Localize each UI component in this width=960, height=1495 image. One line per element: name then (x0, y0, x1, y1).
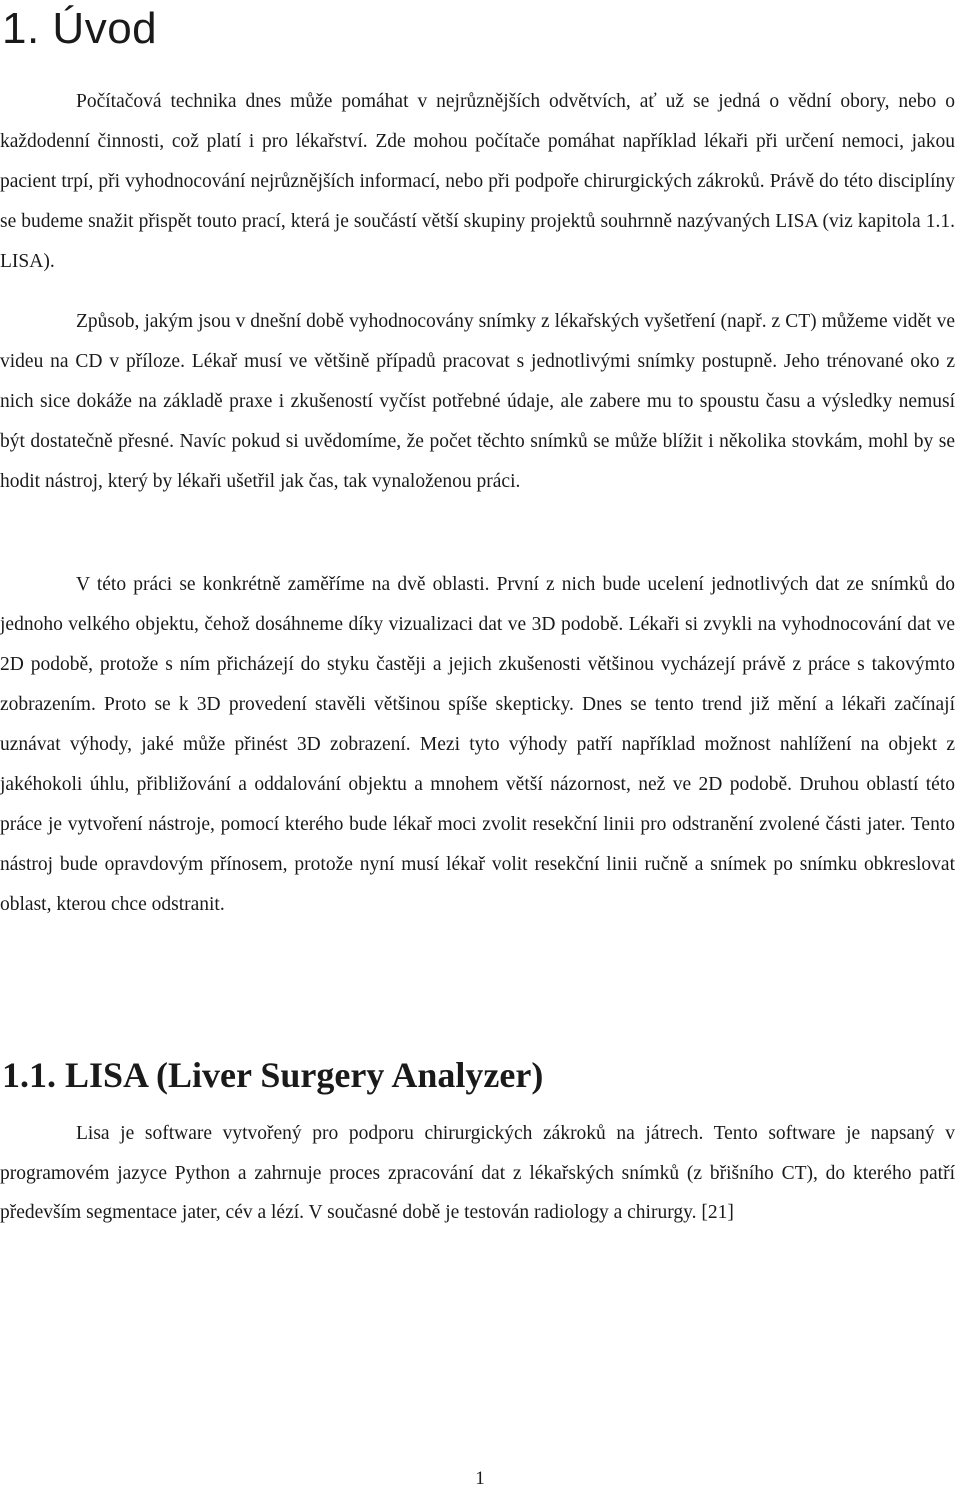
paragraph-method: Způsob, jakým jsou v dnešní době vyhodnocovány snímky z lékařských vyšetření (např. z CT) můžeme vidět ve videu na CD v příloze. Lékař musí ve většině případů pracovat s jednotlivými snímky postupně. Jeho trénované oko z nich sice dokáže na základě praxe i zkušeností vyčíst potřebné údaje, ale zabere mu to spoustu času a výsledky nemusí být dostatečně přesné. Navíc pokud si uvědomíme, že počet těchto snímků se může blížit i několika stovkám, mohl by se hodit nástroj, který by lékaři ušetřil jak čas, tak vynaloženou práci. (0, 311, 955, 492)
paragraph-lisa: Lisa je software vytvořený pro podporu chirurgických zákroků na játrech. Tento software je napsaný v programovém jazyce Python a zahrnuje proces zpracování dat z lékařských snímků (z břišního CT), do kterého patří především segmentace jater, cév a lézí. V současné době je testován radiology a chirurgy. [21] (0, 1123, 955, 1223)
paragraph-intro: Počítačová technika dnes může pomáhat v nejrůznějších odvětvích, ať už se jedná o vědní obory, nebo o každodenní činnosti, což platí i pro lékařství. Zde mohou počítače pomáhat například lékaři při určení nemoci, jakou pacient trpí, při vyhodnocování nejrůznějších informací, nebo při podpoře chirurgických zákroků. Právě do této disciplíny se budeme snažit přispět touto prací, která je součástí větší skupiny projektů souhrnně nazývaných LISA (viz kapitola 1.1. LISA). (0, 91, 955, 272)
section-title: 1.1. LISA (Liver Surgery Analyzer) (2, 1055, 544, 1095)
paragraph-focus: V této práci se konkrétně zaměříme na dvě oblasti. První z nich bude ucelení jednotlivých dat ze snímků do jednoho velkého objektu, čehož dosáhneme díky vizualizaci dat ve 3D podobě. Lékaři si zvykli na vyhodnocování dat ve 2D podobě, protože s ním přicházejí do styku častěji a jejich zkušenosti většinou vycházejí právě z práce s takovýmto zobrazením. Proto se k 3D provedení stavěli většinou spíše skepticky. Dnes se tento trend již mění a lékaři začínají uznávat výhody, jaké může přinést 3D zobrazení. Mezi tyto výhody patří například možnost nahlížení na objekt z jakéhokoli úhlu, přibližování a oddalování objektu a mnohem větší názornost, než ve 2D podobě. Druhou oblastí této práce je vytvoření nástroje, pomocí kterého bude lékař moci zvolit resekční linii pro odstranění zvolené části jater. Tento nástroj bude opravdovým přínosem, protože nyní musí lékař volit resekční linii ručně a snímek po snímku obkreslovat oblast, kterou chce odstranit. (0, 574, 955, 915)
chapter-title: 1. Úvod (2, 4, 158, 53)
page-number: 1 (475, 1468, 485, 1489)
